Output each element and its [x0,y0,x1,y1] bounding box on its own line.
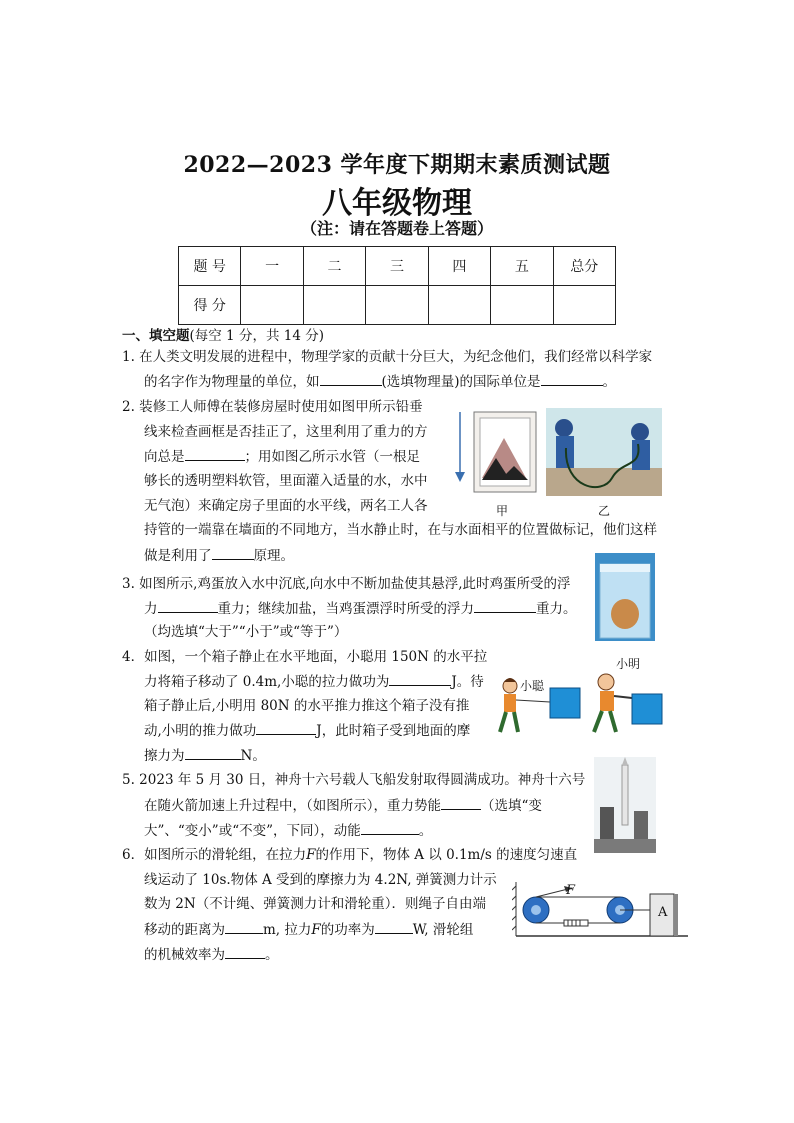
object-label-a: A [658,905,668,920]
score-cell: 三 [366,247,428,286]
q1-text: (选填物理量)的国际单位是 [381,374,541,390]
q5-text: 大”、“变小”或“不变”，下同），动能 [144,823,361,839]
q4-text: N。 [240,748,266,764]
q6-text: 6．如图所示的滑轮组，在拉力 [122,847,307,863]
q6-variable: F [311,922,321,938]
q6-text: 的功率为 [320,922,375,938]
q6-text: 。 [265,947,279,963]
score-cell: 得 分 [179,286,241,325]
q5-line [144,795,542,816]
figure-caption-b: 乙 [598,504,611,518]
score-table-score-row [179,286,616,325]
q6-text: 的作用下，物体 A 以 0.1m/s 的速度匀速直 [315,847,578,863]
score-input-cell[interactable] [241,286,303,325]
section-heading [122,324,324,344]
section-note: (每空 1 分，共 14 分) [189,328,324,344]
figure-caption-a: 甲 [496,504,509,518]
score-cell: 总分 [553,247,615,286]
q2-line: 够长的透明塑料软管，里面灌入适量的水，水中 [144,473,428,489]
q5-text: 。 [418,823,433,839]
q6-text: W, 滑轮组 [412,922,474,938]
q2-text: 向总是 [144,449,185,465]
q4-line [144,745,266,766]
force-label-f: F [566,883,576,898]
answer-blank[interactable] [389,671,451,686]
q4-text: J。待 [451,674,484,690]
answer-blank[interactable] [320,371,382,386]
answer-blank[interactable] [212,545,254,560]
q2-line: 持管的一端靠在墙面的不同地方，当水静止时，在与水面相平的位置做标记，他们这样 [144,522,657,538]
q2-line [144,545,294,566]
answer-blank[interactable] [256,720,316,735]
q4-line [144,720,470,741]
answer-blank[interactable] [185,446,245,461]
q1-line [144,371,616,392]
score-table-header-row [179,247,616,286]
answer-blank[interactable] [158,598,218,613]
score-input-cell[interactable] [428,286,490,325]
score-input-cell[interactable] [366,286,428,325]
score-input-cell[interactable] [491,286,553,325]
q5-text: 在随火箭加速上升过程中，（如图所示），重力势能 [144,798,441,814]
box-push-figure [496,672,668,740]
q3-text: 重力。 [536,601,577,617]
q2-text: 做是利用了 [144,548,212,564]
answer-blank[interactable] [361,820,419,835]
answer-blank[interactable] [541,371,603,386]
q4-line [144,671,484,692]
q5-line: 5. 2023 年 5 月 30 日，神舟十六号载人飞船发射取得圆满成功。神舟十六号 [122,772,586,788]
q4-text: J，此时箱子受到地面的摩 [316,723,471,739]
q3-text: 力 [144,601,158,617]
q1-line: 1. 在人类文明发展的进程中，物理学家的贡献十分巨大，为纪念他们，我们经常以科学家 [122,349,653,365]
score-cell: 四 [428,247,490,286]
q2-line: 线来检查画框是否挂正了，这里利用了重力的方 [144,424,428,440]
egg-beaker-figure [594,552,656,642]
score-input-cell[interactable] [303,286,365,325]
q6-line: 数为 2N（不计绳、弹簧测力计和滑轮重）．则绳子自由端 [144,896,486,912]
q2-line: 无气泡）来确定房子里面的水平线，两名工人各 [144,498,428,514]
rocket-launch-figure [594,757,656,853]
answer-blank[interactable] [225,919,263,934]
exam-note: （注：请在答题卷上答题） [300,219,493,238]
q4-text: 力将箱子移动了 0.4m,小聪的拉力做功为 [144,674,390,690]
answer-blank[interactable] [225,944,265,959]
plumb-and-hose-figure [452,408,664,500]
answer-blank[interactable] [474,598,536,613]
figure-label-xiaocong: 小聪 [520,679,545,693]
q4-line: 4．如图，一个箱子静止在水平地面，小聪用 150N 的水平拉 [122,649,488,665]
score-cell: 题 号 [179,247,241,286]
q3-line: （均选填“大于”“小于”或“等于”） [144,624,348,640]
q6-variable: F [306,847,316,863]
q3-line [144,598,577,619]
q3-text: 重力；继续加盐，当鸡蛋漂浮时所受的浮力 [217,601,474,617]
answer-blank[interactable] [375,919,413,934]
q2-text: 原理。 [253,548,294,564]
q6-line [122,845,577,865]
q3-line: 3. 如图所示,鸡蛋放入水中沉底,向水中不断加盐使其悬浮,此时鸡蛋所受的浮 [122,576,571,592]
answer-blank[interactable] [185,745,241,760]
section-title: 一、填空题 [122,328,190,344]
q1-text: 的名字作为物理量的单位，如 [144,374,320,390]
score-cell: 五 [491,247,553,286]
score-cell: 二 [303,247,365,286]
q4-text: 动,小明的推力做功 [144,723,257,739]
q6-text: m, 拉力 [263,922,312,938]
q1-text: 。 [602,374,617,390]
q6-line [144,919,473,940]
q4-line: 箱子静止后,小明用 80N 的水平推力推这个箱子没有推 [144,698,470,714]
q5-line [144,820,432,841]
score-table [178,246,616,325]
q5-text: （选填“变 [481,798,542,814]
q6-line [144,944,279,965]
answer-blank[interactable] [441,795,481,810]
q2-line: 2. 装修工人师傅在装修房屋时使用如图甲所示铅垂 [122,399,423,415]
q2-line [144,446,420,467]
figure-label-xiaoming: 小明 [616,657,641,671]
score-input-cell[interactable] [553,286,615,325]
subject-title: 八年级物理 [322,186,472,221]
q2-text: ；用如图乙所示水管（一根足 [244,449,420,465]
q6-text: 的机械效率为 [144,947,225,963]
score-cell: 一 [241,247,303,286]
q6-text: 移动的距离为 [144,922,225,938]
q4-text: 擦力为 [144,748,185,764]
exam-title: 2022—2023 学年度下期期末素质测试题 [183,152,611,178]
q6-line: 线运动了 10s.物体 A 受到的摩擦力为 4.2N, 弹簧测力计示 [144,872,497,888]
